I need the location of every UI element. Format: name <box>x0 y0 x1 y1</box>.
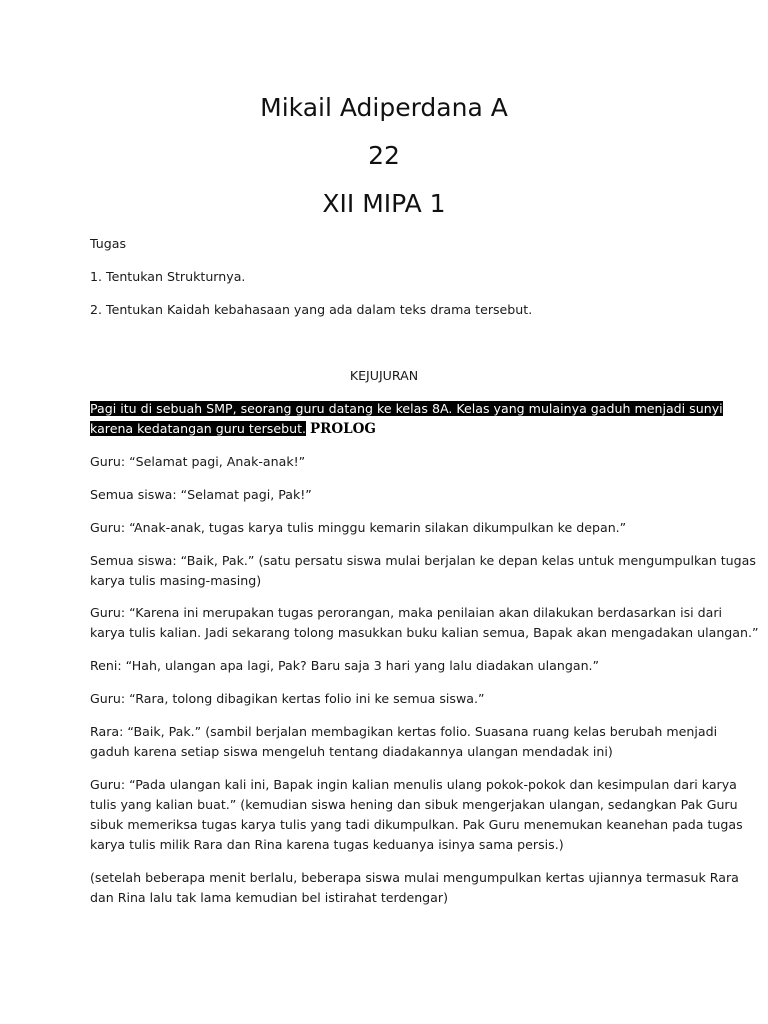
prolog-label: PROLOG <box>310 421 376 437</box>
dialogue-line: Guru: “Karena ini merupakan tugas perorangan, maka penilaian akan dilakukan berdasarkan isi dari <box>90 605 723 620</box>
dialogue-line: Rara: “Baik, Pak.” (sambil berjalan membagikan kertas folio. Suasana ruang kelas berubah menjadi <box>90 724 718 739</box>
dialogue-line: (setelah beberapa menit berlalu, beberapa siswa mulai mengumpulkan kertas ujiannya termasuk Rara <box>90 870 739 885</box>
dialogue-line: karya tulis masing-masing) <box>90 573 262 588</box>
task-item-1: 1. Tentukan Strukturnya. <box>90 269 246 284</box>
dialogue-line: Reni: “Hah, ulangan apa lagi, Pak? Baru saja 3 hari yang lalu diadakan ulangan.” <box>90 658 600 673</box>
dialogue-line: Semua siswa: “Selamat pagi, Pak!” <box>90 487 312 502</box>
dialogue-line: Guru: “Selamat pagi, Anak-anak!” <box>90 454 306 469</box>
highlighted-text: karena kedatangan guru tersebut. <box>90 421 307 436</box>
dialogue-line: sibuk memeriksa tugas karya tulis yang tadi dikumpulkan. Pak Guru menemukan keanehan pada tugas <box>90 817 743 832</box>
dialogue-line: Guru: “Pada ulangan kali ini, Bapak ingin kalian menulis ulang pokok-pokok dan kesimpulan dari karya <box>90 777 737 792</box>
dialogue-line: karya tulis milik Rara dan Rina karena tugas keduanya isinya sama persis.) <box>90 837 564 852</box>
class-name: XII MIPA 1 <box>322 189 446 218</box>
dialogue-line: gaduh karena setiap siswa mengeluh tentang diadakannya ulangan mendadak ini) <box>90 744 613 759</box>
dialogue-line: Guru: “Rara, tolong dibagikan kertas folio ini ke semua siswa.” <box>90 691 485 706</box>
dialogue-line: tulis yang kalian buat.” (kemudian siswa hening dan sibuk mengerjakan ulangan, sedangkan Pak Guru <box>90 797 738 812</box>
intro-line-2 <box>90 419 690 440</box>
highlighted-text: Pagi itu di sebuah SMP, seorang guru datang ke kelas 8A. Kelas yang mulainya gaduh menjadi sunyi <box>90 401 723 416</box>
dialogue-line: Guru: “Anak-anak, tugas karya tulis minggu kemarin silakan dikumpulkan ke depan.” <box>90 520 627 535</box>
student-number: 22 <box>368 141 400 170</box>
intro-line-1 <box>90 399 723 420</box>
story-title: KEJUJURAN <box>349 368 419 383</box>
task-label: Tugas <box>90 236 127 251</box>
dialogue-line: karya tulis kalian. Jadi sekarang tolong masukkan buku kalian semua, Bapak akan mengadakan ulangan.” <box>90 625 759 640</box>
dialogue-line: Semua siswa: “Baik, Pak.” (satu persatu siswa mulai berjalan ke depan kelas untuk mengumpulkan tugas <box>90 553 756 568</box>
task-item-2: 2. Tentukan Kaidah kebahasaan yang ada dalam teks drama tersebut. <box>90 302 533 317</box>
author-name: Mikail Adiperdana A <box>260 93 508 122</box>
dialogue-line: dan Rina lalu tak lama kemudian bel istirahat terdengar) <box>90 890 448 905</box>
